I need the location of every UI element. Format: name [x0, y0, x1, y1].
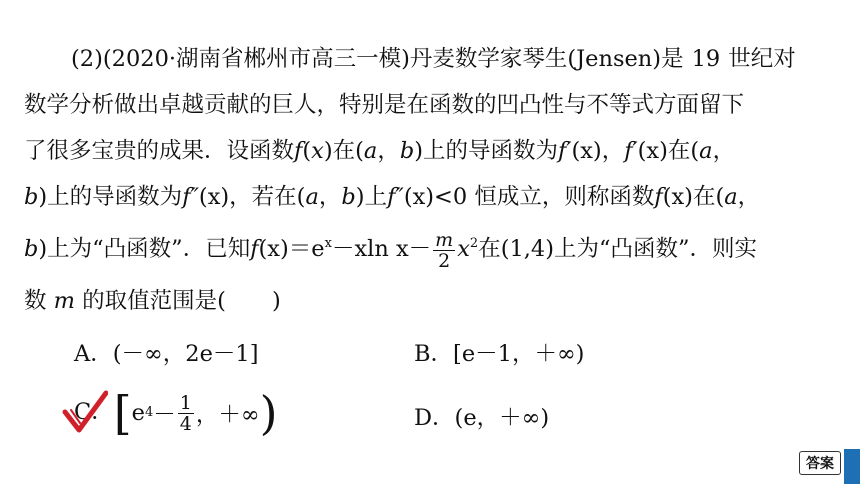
option-c-interval: [ e 4 － $\frac{1}{4}$ ，＋∞ ) — [113, 386, 278, 440]
problem-line-2: 数学分析做出卓越贡献的巨人，特别是在函数的凹凸性与不等式方面留下 — [24, 92, 745, 118]
option-d[interactable]: D．(e，＋∞) — [414, 405, 550, 431]
option-c-label: C． — [74, 399, 114, 425]
problem-line-6: 数 m 的取值范围是( ) — [24, 288, 281, 314]
corner-accent — [844, 449, 860, 484]
problem-line-3: 了很多宝贵的成果．设函数f(x)在(a，b)上的导函数为f′(x)，f′(x)在(a， — [24, 138, 736, 164]
fraction-m-over-2: $\frac{m}{2}$ — [435, 228, 454, 272]
problem-source: (2)(2020·湖南省郴州市高三一模)丹麦数学家琴生(Jensen)是 — [71, 46, 684, 72]
option-b[interactable]: B．[e－1，＋∞) — [414, 341, 585, 367]
fraction-one-quarter: $\frac{1}{4}$ — [179, 391, 192, 435]
answer-button[interactable]: 答案 — [799, 451, 841, 475]
checkmark-icon — [62, 390, 108, 434]
option-a[interactable]: A．(－∞，2e－1] — [74, 341, 259, 367]
problem-text — [24, 36, 836, 324]
problem-line-4: b)上的导函数为f″(x)，若在(a，b)上f″(x)<0 恒成立，则称函数f(x)在(a， — [24, 184, 761, 210]
problem-line-5: b)上为“凸函数”．已知$f(x)=e^x-xln$ x－ $\frac{m}{2}$ $x^2$在(1,4)上为“凸函数”．则实 — [24, 228, 758, 272]
left-bracket: [ — [113, 386, 132, 440]
right-paren: ) — [259, 386, 278, 440]
century-number: 19 — [691, 46, 721, 72]
problem-line-1: (2)(2020·湖南省郴州市高三一模)丹麦数学家琴生(Jensen)是 19 世纪对 — [71, 46, 796, 72]
